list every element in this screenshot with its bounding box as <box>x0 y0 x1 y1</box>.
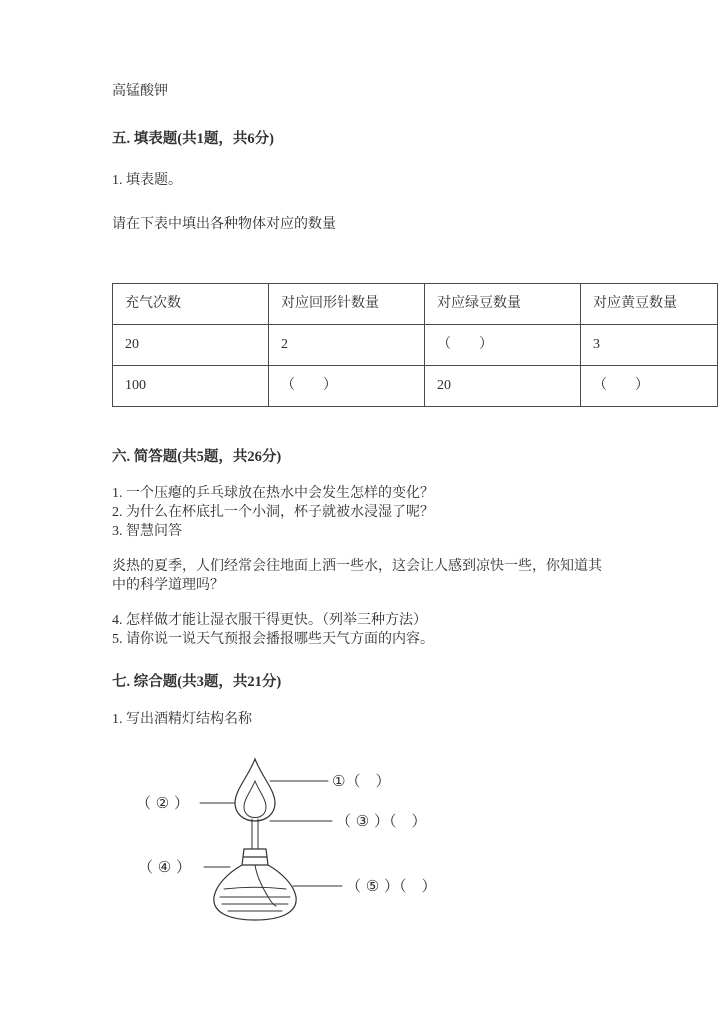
table-row <box>113 366 718 407</box>
diagram-label-5: （ ⑤ ）（ ） <box>346 877 437 895</box>
flame-outline <box>235 759 275 821</box>
section5-prompt: 请在下表中填出各种物体对应的数量 <box>112 217 336 232</box>
table-row <box>113 325 718 366</box>
flame-inner <box>244 781 266 818</box>
intro-text: 高锰酸钾 <box>112 84 168 99</box>
table-cell: 20 <box>425 366 581 407</box>
diagram-label-4: （ ④ ） <box>138 858 191 876</box>
alcohol-lamp-illustration <box>130 753 470 928</box>
lamp-collar <box>242 849 268 865</box>
section6-question3-body: 炎热的夏季，人们经常会往地面上洒一些水，这会让人感到凉快一些，你知道其中的科学道理吗？ <box>112 559 602 593</box>
table-header-cell: 对应回形针数量 <box>269 284 425 325</box>
section6-question2: 2. 为什么在杯底扎一个小洞，杯子就被水浸湿了呢？ <box>112 505 434 520</box>
section6-question3: 3. 智慧问答 <box>112 524 182 539</box>
table-cell: （ ） <box>269 366 425 407</box>
section6-question1: 1. 一个压瘪的乒乓球放在热水中会发生怎样的变化？ <box>112 486 434 501</box>
section5-title: 五. 填表题(共1题，共6分) <box>112 131 274 147</box>
lamp-body <box>214 865 296 920</box>
diagram-label-1: ①（ ） <box>332 772 391 790</box>
alcohol-lamp-diagram <box>130 753 470 928</box>
table-header-cell: 对应黄豆数量 <box>581 284 718 325</box>
diagram-label-3: （ ③ ）（ ） <box>336 812 427 830</box>
diagram-label-2: （ ② ） <box>136 794 189 812</box>
section6-question5: 5. 请你说一说天气预报会播报哪些天气方面的内容。 <box>112 632 434 647</box>
section7-title: 七. 综合题(共3题，共21分) <box>112 674 282 690</box>
section6-questions-4-5 <box>112 611 608 649</box>
alcohol-liquid <box>220 887 290 911</box>
lamp-wick <box>252 819 258 849</box>
fill-table <box>112 283 718 407</box>
section7-question1: 1. 写出酒精灯结构名称 <box>112 712 252 727</box>
table-cell: （ ） <box>581 366 718 407</box>
table-header-cell: 对应绿豆数量 <box>425 284 581 325</box>
section5-question1: 1. 填表题。 <box>112 173 182 188</box>
section6-title: 六. 简答题(共5题，共26分) <box>112 449 282 465</box>
table-cell: 2 <box>269 325 425 366</box>
table-cell: 3 <box>581 325 718 366</box>
table-cell: 20 <box>113 325 269 366</box>
table-cell: 100 <box>113 366 269 407</box>
table-header-row <box>113 284 718 325</box>
wick-inside <box>255 865 276 906</box>
table-cell: （ ） <box>425 325 581 366</box>
section6-question4: 4. 怎样做才能让湿衣服干得更快。（列举三种方法） <box>112 613 427 628</box>
table-header-cell: 充气次数 <box>113 284 269 325</box>
section6-questions-1-3 <box>112 484 608 541</box>
